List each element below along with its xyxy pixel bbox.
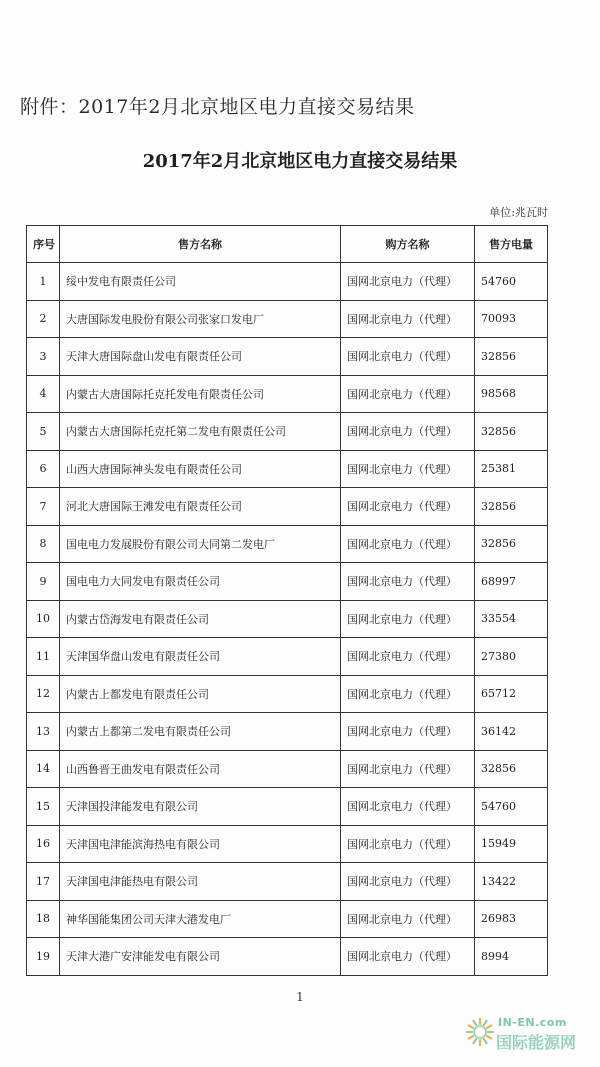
watermark-logo-en: IN-EN.com [498,1016,567,1029]
row-seller: 天津大港广安津能发电有限公司 [60,938,341,976]
table-row [27,413,548,451]
row-amount: 54760 [475,263,548,301]
row-amount: 68997 [475,563,548,601]
table-row [27,788,548,826]
table-row [27,450,548,488]
row-amount: 13422 [475,863,548,901]
unit-label: 单位:兆瓦时 [489,206,548,219]
row-seller: 国电电力大同发电有限责任公司 [60,563,341,601]
row-amount: 32856 [475,338,548,376]
row-buyer: 国网北京电力（代理） [341,863,475,901]
row-amount: 70093 [475,300,548,338]
header-buyer: 购方名称 [341,226,475,263]
trade-results-table [26,225,548,976]
row-buyer: 国网北京电力（代理） [341,450,475,488]
table-row [27,713,548,751]
row-buyer: 国网北京电力（代理） [341,488,475,526]
row-seller: 内蒙古岱海发电有限责任公司 [60,600,341,638]
table-row [27,938,548,976]
row-seller: 山西大唐国际神头发电有限责任公司 [60,450,341,488]
row-seller: 神华国能集团公司天津大港发电厂 [60,900,341,938]
row-amount: 15949 [475,825,548,863]
row-amount: 32856 [475,413,548,451]
row-seller: 内蒙古上都发电有限责任公司 [60,675,341,713]
row-no: 12 [27,675,60,713]
row-buyer: 国网北京电力（代理） [341,900,475,938]
watermark-logo [466,1010,586,1058]
row-seller: 山西鲁晋王曲发电有限责任公司 [60,750,341,788]
row-seller: 天津国投津能发电有限公司 [60,788,341,826]
row-no: 15 [27,788,60,826]
row-buyer: 国网北京电力（代理） [341,413,475,451]
row-buyer: 国网北京电力（代理） [341,338,475,376]
page-number: 1 [296,990,304,1004]
document-title: 2017年2月北京地区电力直接交易结果 [142,151,458,172]
row-no: 11 [27,638,60,676]
row-no: 5 [27,413,60,451]
table-row [27,563,548,601]
row-no: 13 [27,713,60,751]
table-row [27,825,548,863]
table-row [27,375,548,413]
table-row [27,300,548,338]
attachment-heading: 附件：2017年2月北京地区电力直接交易结果 [20,96,415,118]
row-no: 3 [27,338,60,376]
row-no: 14 [27,750,60,788]
table-header-row [27,226,548,263]
table-row [27,675,548,713]
row-seller: 天津国电津能滨海热电有限公司 [60,825,341,863]
row-no: 10 [27,600,60,638]
row-amount: 27380 [475,638,548,676]
row-amount: 32856 [475,750,548,788]
row-seller: 国电电力发展股份有限公司大同第二发电厂 [60,525,341,563]
table-row [27,525,548,563]
table-row [27,600,548,638]
row-buyer: 国网北京电力（代理） [341,788,475,826]
row-amount: 32856 [475,488,548,526]
row-amount: 65712 [475,675,548,713]
row-buyer: 国网北京电力（代理） [341,638,475,676]
row-no: 6 [27,450,60,488]
row-buyer: 国网北京电力（代理） [341,675,475,713]
header-seller: 售方名称 [60,226,341,263]
row-buyer: 国网北京电力（代理） [341,600,475,638]
row-buyer: 国网北京电力（代理） [341,563,475,601]
row-amount: 36142 [475,713,548,751]
row-buyer: 国网北京电力（代理） [341,825,475,863]
row-buyer: 国网北京电力（代理） [341,375,475,413]
row-seller: 天津国华盘山发电有限责任公司 [60,638,341,676]
row-buyer: 国网北京电力（代理） [341,938,475,976]
row-amount: 25381 [475,450,548,488]
row-no: 4 [27,375,60,413]
row-seller: 大唐国际发电股份有限公司张家口发电厂 [60,300,341,338]
row-no: 18 [27,900,60,938]
row-buyer: 国网北京电力（代理） [341,750,475,788]
row-no: 19 [27,938,60,976]
row-seller: 天津大唐国际盘山发电有限责任公司 [60,338,341,376]
table-row [27,863,548,901]
row-amount: 33554 [475,600,548,638]
row-buyer: 国网北京电力（代理） [341,300,475,338]
row-no: 1 [27,263,60,301]
row-seller: 绥中发电有限责任公司 [60,263,341,301]
row-no: 2 [27,300,60,338]
table-body [27,263,548,976]
sun-logo-icon [466,1018,494,1046]
row-seller: 天津国电津能热电有限公司 [60,863,341,901]
row-amount: 26983 [475,900,548,938]
row-no: 17 [27,863,60,901]
table-row [27,488,548,526]
watermark-logo-cn: 国际能源网 [496,1033,577,1052]
row-no: 8 [27,525,60,563]
row-no: 9 [27,563,60,601]
row-amount: 98568 [475,375,548,413]
row-seller: 河北大唐国际王滩发电有限责任公司 [60,488,341,526]
row-buyer: 国网北京电力（代理） [341,713,475,751]
row-buyer: 国网北京电力（代理） [341,525,475,563]
table-row [27,638,548,676]
table-row [27,900,548,938]
row-buyer: 国网北京电力（代理） [341,263,475,301]
row-no: 16 [27,825,60,863]
table-row [27,338,548,376]
row-amount: 32856 [475,525,548,563]
row-seller: 内蒙古上都第二发电有限责任公司 [60,713,341,751]
header-no: 序号 [27,226,60,263]
row-no: 7 [27,488,60,526]
row-amount: 54760 [475,788,548,826]
row-seller: 内蒙古大唐国际托克托第二发电有限责任公司 [60,413,341,451]
row-amount: 8994 [475,938,548,976]
table-row [27,263,548,301]
table-row [27,750,548,788]
header-amount: 售方电量 [475,226,548,263]
row-seller: 内蒙古大唐国际托克托发电有限责任公司 [60,375,341,413]
